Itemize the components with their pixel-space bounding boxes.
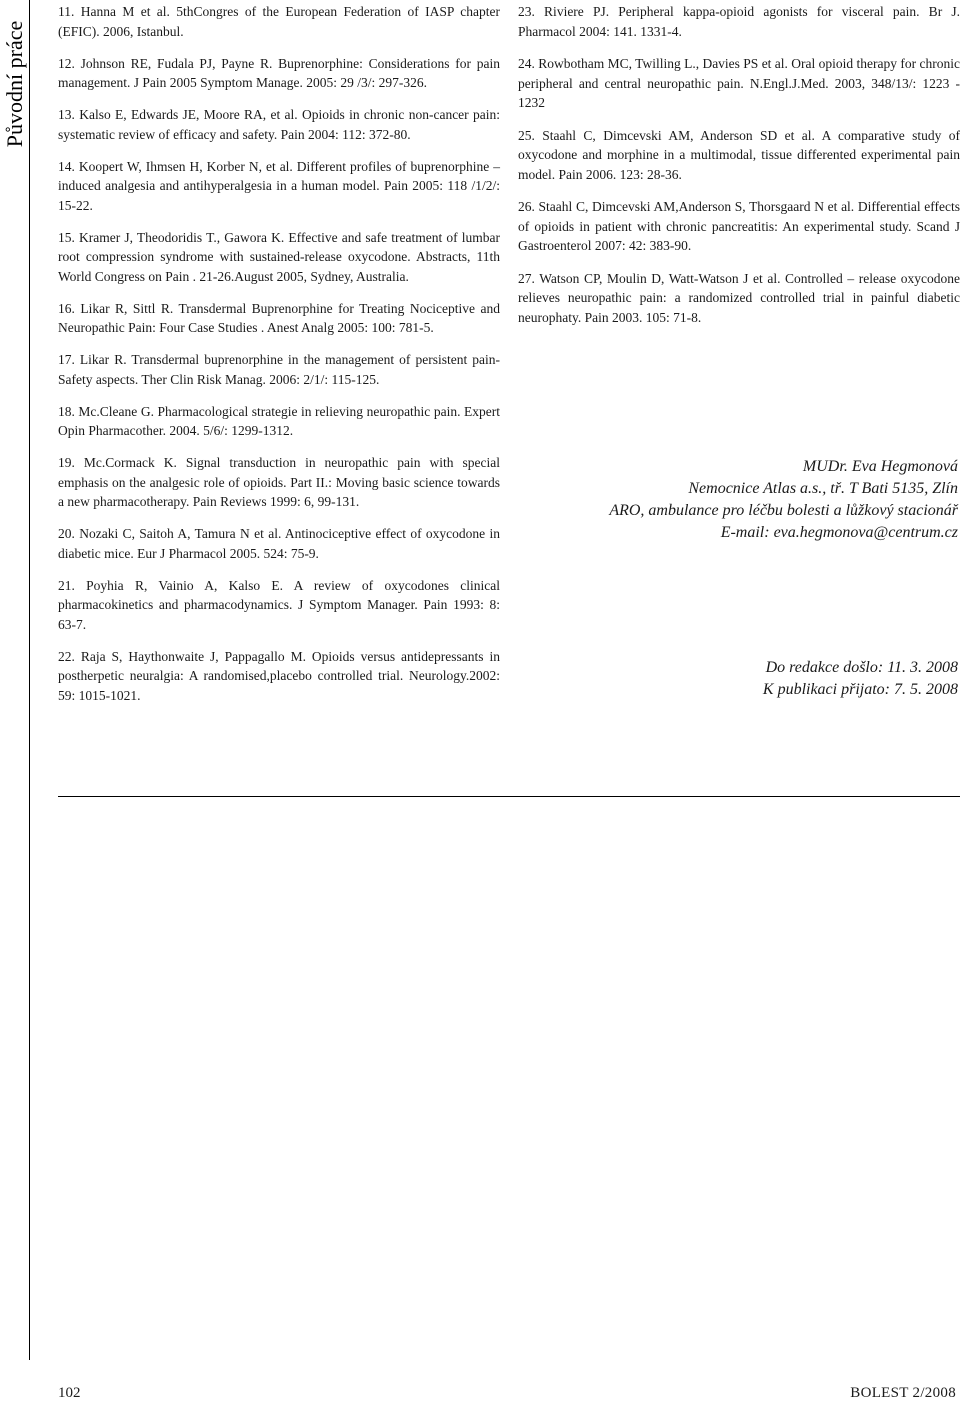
author-institution: Nemocnice Atlas a.s., tř. T Bati 5135, Zlín	[688, 480, 958, 497]
reference-item: 19. Mc.Cormack K. Signal transduction in neuropathic pain with special emphasis on the analgesic role of opioids. Part II.: Moving basic science towards a new pharmacotherapy. Pain Reviews 1999: 6, 99-131.	[58, 455, 500, 509]
reference-item: 27. Watson CP, Moulin D, Watt-Watson J et al. Controlled – release oxycodone relieves neuropathic pain: a randomized controlled trial in painful diabetic neurophaty. Pain 2003. 105: 71-8.	[518, 270, 960, 325]
reference-item: 16. Likar R, Sittl R. Transdermal Buprenorphine for Treating Nociceptive and Neuropathic Pain: Four Case Studies . Anest Analg 2005: 100: 781-5.	[58, 300, 500, 335]
author-name: MUDr. Eva Hegmonová	[802, 458, 958, 475]
reference-item: 21. Poyhia R, Vainio A, Kalso E. A review of oxycodones clinical pharmacokinetics and pharmacodynamics. J Symptom Manager. Pain 1993: 8: 63-7.	[58, 577, 500, 632]
author-department: ARO, ambulance pro léčbu bolesti a lůžkový stacionář	[609, 502, 958, 519]
left-margin-rule	[29, 0, 30, 1360]
journal-issue: BOLEST 2/2008	[850, 1385, 956, 1401]
reference-item: 11. Hanna M et al. 5thCongres of the European Federation of IASP chapter (EFIC). 2006, Istanbul.	[58, 4, 500, 39]
reference-item: 26. Staahl C, Dimcevski AM,Anderson S, Thorsgaard N et al. Differential effects of opioids in patient with chronic pancreatitis: An experimental study. Scand J Gastroenterol 2007: 42: 383-90.	[518, 199, 960, 253]
references-right-column	[518, 2, 960, 340]
section-tab-label: Původní práce	[2, 20, 27, 148]
reference-item: 17. Likar R. Transdermal buprenorphine in the management of persistent pain-Safety aspects. Ther Clin Risk Manag. 2006: 2/1/: 115-125.	[58, 352, 500, 387]
section-tab	[0, 0, 30, 168]
reference-item: 18. Mc.Cleane G. Pharmacological strategie in relieving neuropathic pain. Expert Opin Pharmacother. 2004. 5/6/: 1299-1312.	[58, 403, 500, 438]
reference-item: 22. Raja S, Haythonwaite J, Pappagallo M. Opioids versus antidepressants in postherpetic neuralgia: A randomised,placebo controlled trial. Neurology.2002: 59: 1015-1021.	[58, 648, 500, 703]
reference-item: 13. Kalso E, Edwards JE, Moore RA, et al. Opioids in chronic non-cancer pain: systematic review of efficacy and safety. Pain 2004: 112: 372-80.	[58, 107, 500, 142]
reference-item: 25. Staahl C, Dimcevski AM, Anderson SD et al. A comparative study of oxycodone and morphine in a multimodal, tissue differented experimental pain model. Pain 2006. 123: 28-36.	[518, 127, 960, 182]
reference-item: 23. Riviere PJ. Peripheral kappa-opioid agonists for visceral pain. Br J. Pharmacol 2004: 141. 1331-4.	[518, 4, 960, 39]
author-info	[518, 456, 958, 544]
reference-item: 24. Rowbotham MC, Twilling L., Davies PS et al. Oral opioid therapy for chronic peripheral and central neuropathic pain. N.Engl.J.Med. 2003, 348/13/: 1223 - 1232	[518, 56, 960, 110]
reference-item: 20. Nozaki C, Saitoh A, Tamura N et al. Antinociceptive effect of oxycodone in diabetic mice. Eur J Pharmacol 2005. 524: 75-9.	[58, 526, 500, 561]
reference-item: 12. Johnson RE, Fudala PJ, Payne R. Buprenorphine: Considerations for pain management. J Pain 2005 Symptom Manage. 2005: 29 /3/: 297-326.	[58, 55, 500, 90]
accepted-date: K publikaci přijato: 7. 5. 2008	[762, 681, 958, 698]
received-date: Do redakce došlo: 11. 3. 2008	[765, 659, 958, 676]
content-end-rule	[58, 796, 960, 797]
references-left-column	[58, 2, 500, 718]
page-number: 102	[58, 1385, 81, 1401]
reference-item: 14. Koopert W, Ihmsen H, Korber N, et al. Different profiles of buprenorphine – induced analgesia and antihyperalgesia in a human model. Pain 2005: 118 /1/2/: 15-22.	[58, 158, 500, 213]
reference-item: 15. Kramer J, Theodoridis T., Gawora K. Effective and safe treatment of lumbar root compression syndrome with sustained-release oxycodone. Abstracts, 11th World Congress on Pain . 21-26.August 2005, Sydney, Australia.	[58, 229, 500, 284]
author-email: E-mail: eva.hegmonova@centrum.cz	[720, 524, 958, 541]
submission-dates	[518, 657, 958, 701]
